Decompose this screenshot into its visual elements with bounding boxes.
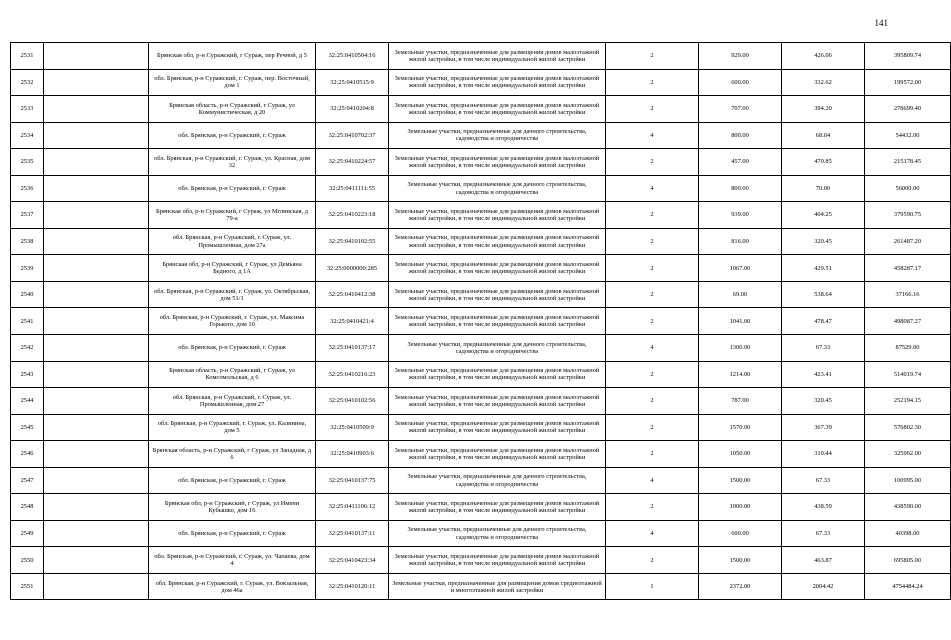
- address-cell: обл. Брянская, р-н Суражский, г. Сураж, ул. Октябрьская, дом 51/1: [149, 281, 316, 308]
- table-row: [11, 255, 951, 282]
- unit-value-cell: 404.25: [782, 202, 865, 229]
- cadastral-number-cell: 32:25:0410509:9: [316, 414, 389, 441]
- row-number: 2546: [11, 441, 44, 468]
- cadastral-number-cell: 32:25:0410224:57: [316, 149, 389, 176]
- row-number: 2534: [11, 122, 44, 149]
- row-number: 2543: [11, 361, 44, 388]
- cadastral-number-cell: 32:25:0411111:55: [316, 175, 389, 202]
- table-row: [11, 43, 951, 70]
- cadastral-value-cell: 87529.00: [865, 335, 951, 362]
- empty-cell: [44, 467, 149, 494]
- land-use-cell: Земельные участки, предназначенные для дачного строительства, садоводства и огородничества: [389, 520, 606, 547]
- empty-cell: [44, 414, 149, 441]
- empty-cell: [44, 281, 149, 308]
- use-group-cell: 2: [606, 308, 699, 335]
- cadastral-number-cell: 32:25:0410412:38: [316, 281, 389, 308]
- cadastral-number-cell: 32:25:0410137:11: [316, 520, 389, 547]
- address-cell: обл. Брянская, р-н Суражский, г. Сураж, ул. Промышленная, дом 27а: [149, 228, 316, 255]
- land-use-cell: Земельные участки, предназначенные для дачного строительства, садоводства и огородничества: [389, 175, 606, 202]
- area-cell: 1041.00: [699, 308, 782, 335]
- use-group-cell: 2: [606, 228, 699, 255]
- table-row: [11, 361, 951, 388]
- area-cell: 929.00: [699, 43, 782, 70]
- unit-value-cell: 2004.42: [782, 573, 865, 600]
- use-group-cell: 4: [606, 467, 699, 494]
- area-cell: 69.00: [699, 281, 782, 308]
- use-group-cell: 2: [606, 388, 699, 415]
- address-cell: обл. Брянская, р-н Суражский, г. Сураж: [149, 122, 316, 149]
- use-group-cell: 2: [606, 281, 699, 308]
- cadastral-number-cell: 32:25:0410137:75: [316, 467, 389, 494]
- table-row: [11, 388, 951, 415]
- area-cell: 707.00: [699, 96, 782, 123]
- area-cell: 787.00: [699, 388, 782, 415]
- row-number: 2547: [11, 467, 44, 494]
- use-group-cell: 4: [606, 335, 699, 362]
- table-row: [11, 308, 951, 335]
- address-cell: Брянская область, р-н Суражский, г Сураж, ул Коммунистическая, д 20: [149, 96, 316, 123]
- empty-cell: [44, 388, 149, 415]
- address-cell: Брянская обл, р-н Суражский, г Сураж, ул Мглинская, д 79-а: [149, 202, 316, 229]
- address-cell: обл. Брянская, р-н Суражский, г. Сураж: [149, 520, 316, 547]
- table-row: [11, 69, 951, 96]
- cadastral-value-cell: 395809.74: [865, 43, 951, 70]
- address-cell: Брянская область, р-н Суражский, г Сураж, ул Комсомольская, д 6: [149, 361, 316, 388]
- use-group-cell: 2: [606, 202, 699, 229]
- row-number: 2541: [11, 308, 44, 335]
- page-number: 141: [874, 18, 888, 28]
- use-group-cell: 2: [606, 149, 699, 176]
- cadastral-number-cell: 32:25:0410702:37: [316, 122, 389, 149]
- land-use-cell: Земельные участки, предназначенные для размещения домов малоэтажной жилой застройки, в том числе индивидуальной жилой застройки: [389, 149, 606, 176]
- land-use-cell: Земельные участки, предназначенные для размещения домов малоэтажной жилой застройки, в том числе индивидуальной жилой застройки: [389, 69, 606, 96]
- unit-value-cell: 470.85: [782, 149, 865, 176]
- cadastral-value-cell: 325962.00: [865, 441, 951, 468]
- cadastral-number-cell: 32:25:0410102:56: [316, 388, 389, 415]
- cadastral-value-cell: 498087.27: [865, 308, 951, 335]
- use-group-cell: 2: [606, 547, 699, 574]
- address-cell: Брянская обл, р-н Суражский, г Сураж, ул Демьяна Бедного, д 1А: [149, 255, 316, 282]
- row-number: 2540: [11, 281, 44, 308]
- cadastral-value-cell: 379590.75: [865, 202, 951, 229]
- area-cell: 457.00: [699, 149, 782, 176]
- unit-value-cell: 478.47: [782, 308, 865, 335]
- area-cell: 1000.00: [699, 494, 782, 521]
- table-row: [11, 441, 951, 468]
- cadastral-number-cell: 32:25:0410903:6: [316, 441, 389, 468]
- area-cell: 1570.00: [699, 414, 782, 441]
- use-group-cell: 2: [606, 441, 699, 468]
- cadastral-number-cell: 32:25:0410223:18: [316, 202, 389, 229]
- land-use-cell: Земельные участки, предназначенные для дачного строительства, садоводства и огородничества: [389, 122, 606, 149]
- cadastral-number-cell: 32:25:0410120:11: [316, 573, 389, 600]
- area-cell: 600.00: [699, 69, 782, 96]
- table-row: [11, 122, 951, 149]
- unit-value-cell: 438.59: [782, 494, 865, 521]
- cadastral-number-cell: 32:25:0410515:9: [316, 69, 389, 96]
- unit-value-cell: 423.41: [782, 361, 865, 388]
- use-group-cell: 2: [606, 255, 699, 282]
- address-cell: Брянская область, р-н Суражский, г Сураж, ул Западная, д 6: [149, 441, 316, 468]
- table-row: [11, 228, 951, 255]
- area-cell: 939.00: [699, 202, 782, 229]
- empty-cell: [44, 441, 149, 468]
- unit-value-cell: 68.04: [782, 122, 865, 149]
- table-row: [11, 335, 951, 362]
- cadastral-value-cell: 261487.20: [865, 228, 951, 255]
- land-use-cell: Земельные участки, предназначенные для размещения домов малоэтажной жилой застройки, в том числе индивидуальной жилой застройки: [389, 255, 606, 282]
- cadastral-value-cell: 576802.30: [865, 414, 951, 441]
- row-number: 2538: [11, 228, 44, 255]
- row-number: 2545: [11, 414, 44, 441]
- cadastral-value-cell: 695805.00: [865, 547, 951, 574]
- empty-cell: [44, 520, 149, 547]
- use-group-cell: 2: [606, 43, 699, 70]
- area-cell: 600.00: [699, 520, 782, 547]
- land-use-cell: Земельные участки, предназначенные для размещения домов малоэтажной жилой застройки, в том числе индивидуальной жилой застройки: [389, 281, 606, 308]
- land-use-cell: Земельные участки, предназначенные для дачного строительства, садоводства и огородничества: [389, 335, 606, 362]
- empty-cell: [44, 308, 149, 335]
- empty-cell: [44, 494, 149, 521]
- use-group-cell: 4: [606, 520, 699, 547]
- unit-value-cell: 426.06: [782, 43, 865, 70]
- cadastral-number-cell: 32:25:0410423:34: [316, 547, 389, 574]
- use-group-cell: 2: [606, 494, 699, 521]
- area-cell: 1067.00: [699, 255, 782, 282]
- table-row: [11, 281, 951, 308]
- empty-cell: [44, 96, 149, 123]
- row-number: 2544: [11, 388, 44, 415]
- cadastral-value-cell: 215178.45: [865, 149, 951, 176]
- row-number: 2548: [11, 494, 44, 521]
- empty-cell: [44, 202, 149, 229]
- unit-value-cell: 332.62: [782, 69, 865, 96]
- cadastral-value-cell: 458287.17: [865, 255, 951, 282]
- land-use-cell: Земельные участки, предназначенные для размещения домов малоэтажной жилой застройки, в том числе индивидуальной жилой застройки: [389, 441, 606, 468]
- address-cell: обл. Брянская, р-н Суражский, г. Сураж, ул. Красная, дом 32: [149, 149, 316, 176]
- cadastral-value-cell: 252194.15: [865, 388, 951, 415]
- cadastral-number-cell: 32:25:0410137:17: [316, 335, 389, 362]
- empty-cell: [44, 43, 149, 70]
- address-cell: обл. Брянская, р-н Суражский, г. Сураж, пер. Восточный, дом 1: [149, 69, 316, 96]
- cadastral-value-cell: 514019.74: [865, 361, 951, 388]
- row-number: 2549: [11, 520, 44, 547]
- table-row: [11, 414, 951, 441]
- unit-value-cell: 310.44: [782, 441, 865, 468]
- unit-value-cell: 320.45: [782, 228, 865, 255]
- cadastral-number-cell: 32:25:0410421:4: [316, 308, 389, 335]
- cadastral-value-cell: 54432.00: [865, 122, 951, 149]
- row-number: 2542: [11, 335, 44, 362]
- land-use-cell: Земельные участки, предназначенные для размещения домов малоэтажной жилой застройки, в том числе индивидуальной жилой застройки: [389, 547, 606, 574]
- area-cell: 1300.00: [699, 335, 782, 362]
- unit-value-cell: 320.45: [782, 388, 865, 415]
- cadastral-value-cell: 100995.00: [865, 467, 951, 494]
- table-body: [11, 43, 951, 600]
- land-use-cell: Земельные участки, предназначенные для размещения домов малоэтажной жилой застройки, в том числе индивидуальной жилой застройки: [389, 361, 606, 388]
- use-group-cell: 2: [606, 414, 699, 441]
- empty-cell: [44, 547, 149, 574]
- empty-cell: [44, 573, 149, 600]
- empty-cell: [44, 255, 149, 282]
- area-cell: 800.00: [699, 175, 782, 202]
- unit-value-cell: 429.51: [782, 255, 865, 282]
- cadastral-number-cell: 32:25:0410504:16: [316, 43, 389, 70]
- address-cell: обл. Брянская, р-н Суражский, г. Сураж: [149, 467, 316, 494]
- row-number: 2537: [11, 202, 44, 229]
- row-number: 2550: [11, 547, 44, 574]
- cadastral-value-cell: 4754484.24: [865, 573, 951, 600]
- cadastral-number-cell: 32:25:0410204:8: [316, 96, 389, 123]
- table-row: [11, 467, 951, 494]
- table-row: [11, 202, 951, 229]
- empty-cell: [44, 69, 149, 96]
- unit-value-cell: 463.87: [782, 547, 865, 574]
- cadastral-value-cell: 56000.00: [865, 175, 951, 202]
- area-cell: 1214.00: [699, 361, 782, 388]
- use-group-cell: 2: [606, 361, 699, 388]
- area-cell: 816.00: [699, 228, 782, 255]
- address-cell: обл. Брянская, р-н Суражский, г. Сураж, ул. Промышленная, дом 27: [149, 388, 316, 415]
- address-cell: обл. Брянская, р-н Суражский, г. Сураж, ул. Калинина, дом 5: [149, 414, 316, 441]
- cadastral-number-cell: 32:25:0410102:55: [316, 228, 389, 255]
- table-row: [11, 520, 951, 547]
- unit-value-cell: 67.33: [782, 467, 865, 494]
- land-use-cell: Земельные участки, предназначенные для размещения домов малоэтажной жилой застройки, в том числе индивидуальной жилой застройки: [389, 228, 606, 255]
- area-cell: 2372.00: [699, 573, 782, 600]
- table-row: [11, 494, 951, 521]
- unit-value-cell: 70.00: [782, 175, 865, 202]
- land-use-cell: Земельные участки, предназначенные для дачного строительства, садоводства и огородничества: [389, 467, 606, 494]
- cadastral-number-cell: 32:25:0411106:12: [316, 494, 389, 521]
- cadastral-number-cell: 32:25:0000000:285: [316, 255, 389, 282]
- row-number: 2539: [11, 255, 44, 282]
- cadastral-number-cell: 32:25:0410216:23: [316, 361, 389, 388]
- cadastral-value-cell: 37166.16: [865, 281, 951, 308]
- use-group-cell: 4: [606, 175, 699, 202]
- use-group-cell: 2: [606, 96, 699, 123]
- address-cell: обл. Брянская, р-н Суражский, г. Сураж, ул. Вокзальная, дом 46а: [149, 573, 316, 600]
- row-number: 2533: [11, 96, 44, 123]
- empty-cell: [44, 122, 149, 149]
- row-number: 2551: [11, 573, 44, 600]
- land-use-cell: Земельные участки, предназначенные для размещения домов среднеэтажной и многоэтажной жилой застройки: [389, 573, 606, 600]
- table-row: [11, 175, 951, 202]
- cadastral-value-cell: 278699.40: [865, 96, 951, 123]
- cadastral-value-table: [10, 42, 951, 600]
- area-cell: 1500.00: [699, 467, 782, 494]
- address-cell: обл. Брянская, р-н Суражский, г. Сураж: [149, 335, 316, 362]
- table-row: [11, 573, 951, 600]
- empty-cell: [44, 149, 149, 176]
- land-use-cell: Земельные участки, предназначенные для размещения домов малоэтажной жилой застройки, в том числе индивидуальной жилой застройки: [389, 308, 606, 335]
- row-number: 2536: [11, 175, 44, 202]
- unit-value-cell: 538.64: [782, 281, 865, 308]
- cadastral-value-cell: 40398.00: [865, 520, 951, 547]
- land-use-cell: Земельные участки, предназначенные для размещения домов малоэтажной жилой застройки, в том числе индивидуальной жилой застройки: [389, 96, 606, 123]
- empty-cell: [44, 361, 149, 388]
- row-number: 2532: [11, 69, 44, 96]
- empty-cell: [44, 228, 149, 255]
- unit-value-cell: 67.33: [782, 520, 865, 547]
- use-group-cell: 2: [606, 69, 699, 96]
- address-cell: обл. Брянская, р-н Суражский, г. Сураж: [149, 175, 316, 202]
- empty-cell: [44, 335, 149, 362]
- land-use-cell: Земельные участки, предназначенные для размещения домов малоэтажной жилой застройки, в том числе индивидуальной жилой застройки: [389, 414, 606, 441]
- table-row: [11, 96, 951, 123]
- land-use-cell: Земельные участки, предназначенные для размещения домов малоэтажной жилой застройки, в том числе индивидуальной жилой застройки: [389, 388, 606, 415]
- table-row: [11, 547, 951, 574]
- row-number: 2535: [11, 149, 44, 176]
- unit-value-cell: 367.39: [782, 414, 865, 441]
- table-row: [11, 149, 951, 176]
- land-use-cell: Земельные участки, предназначенные для размещения домов малоэтажной жилой застройки, в том числе индивидуальной жилой застройки: [389, 494, 606, 521]
- land-use-cell: Земельные участки, предназначенные для размещения домов малоэтажной жилой застройки, в том числе индивидуальной жилой застройки: [389, 43, 606, 70]
- area-cell: 1050.00: [699, 441, 782, 468]
- area-cell: 800.00: [699, 122, 782, 149]
- use-group-cell: 4: [606, 122, 699, 149]
- address-cell: обл. Брянская, р-н Суражский, г. Сураж, ул. Чапаева, дом 4: [149, 547, 316, 574]
- address-cell: Брянская обл, р-н Суражский, г Сураж, ул Имени Кубышко, дом 16: [149, 494, 316, 521]
- use-group-cell: 1: [606, 573, 699, 600]
- unit-value-cell: 394.20: [782, 96, 865, 123]
- land-use-cell: Земельные участки, предназначенные для размещения домов малоэтажной жилой застройки, в том числе индивидуальной жилой застройки: [389, 202, 606, 229]
- cadastral-value-cell: 438590.00: [865, 494, 951, 521]
- row-number: 2531: [11, 43, 44, 70]
- area-cell: 1500.00: [699, 547, 782, 574]
- unit-value-cell: 67.33: [782, 335, 865, 362]
- address-cell: Брянская обл, р-н Суражский, г Сураж, пер Речной, д 5: [149, 43, 316, 70]
- empty-cell: [44, 175, 149, 202]
- address-cell: обл. Брянская, р-н Суражский, г. Сураж, ул. Максима Горького, дом 10: [149, 308, 316, 335]
- cadastral-value-cell: 199572.00: [865, 69, 951, 96]
